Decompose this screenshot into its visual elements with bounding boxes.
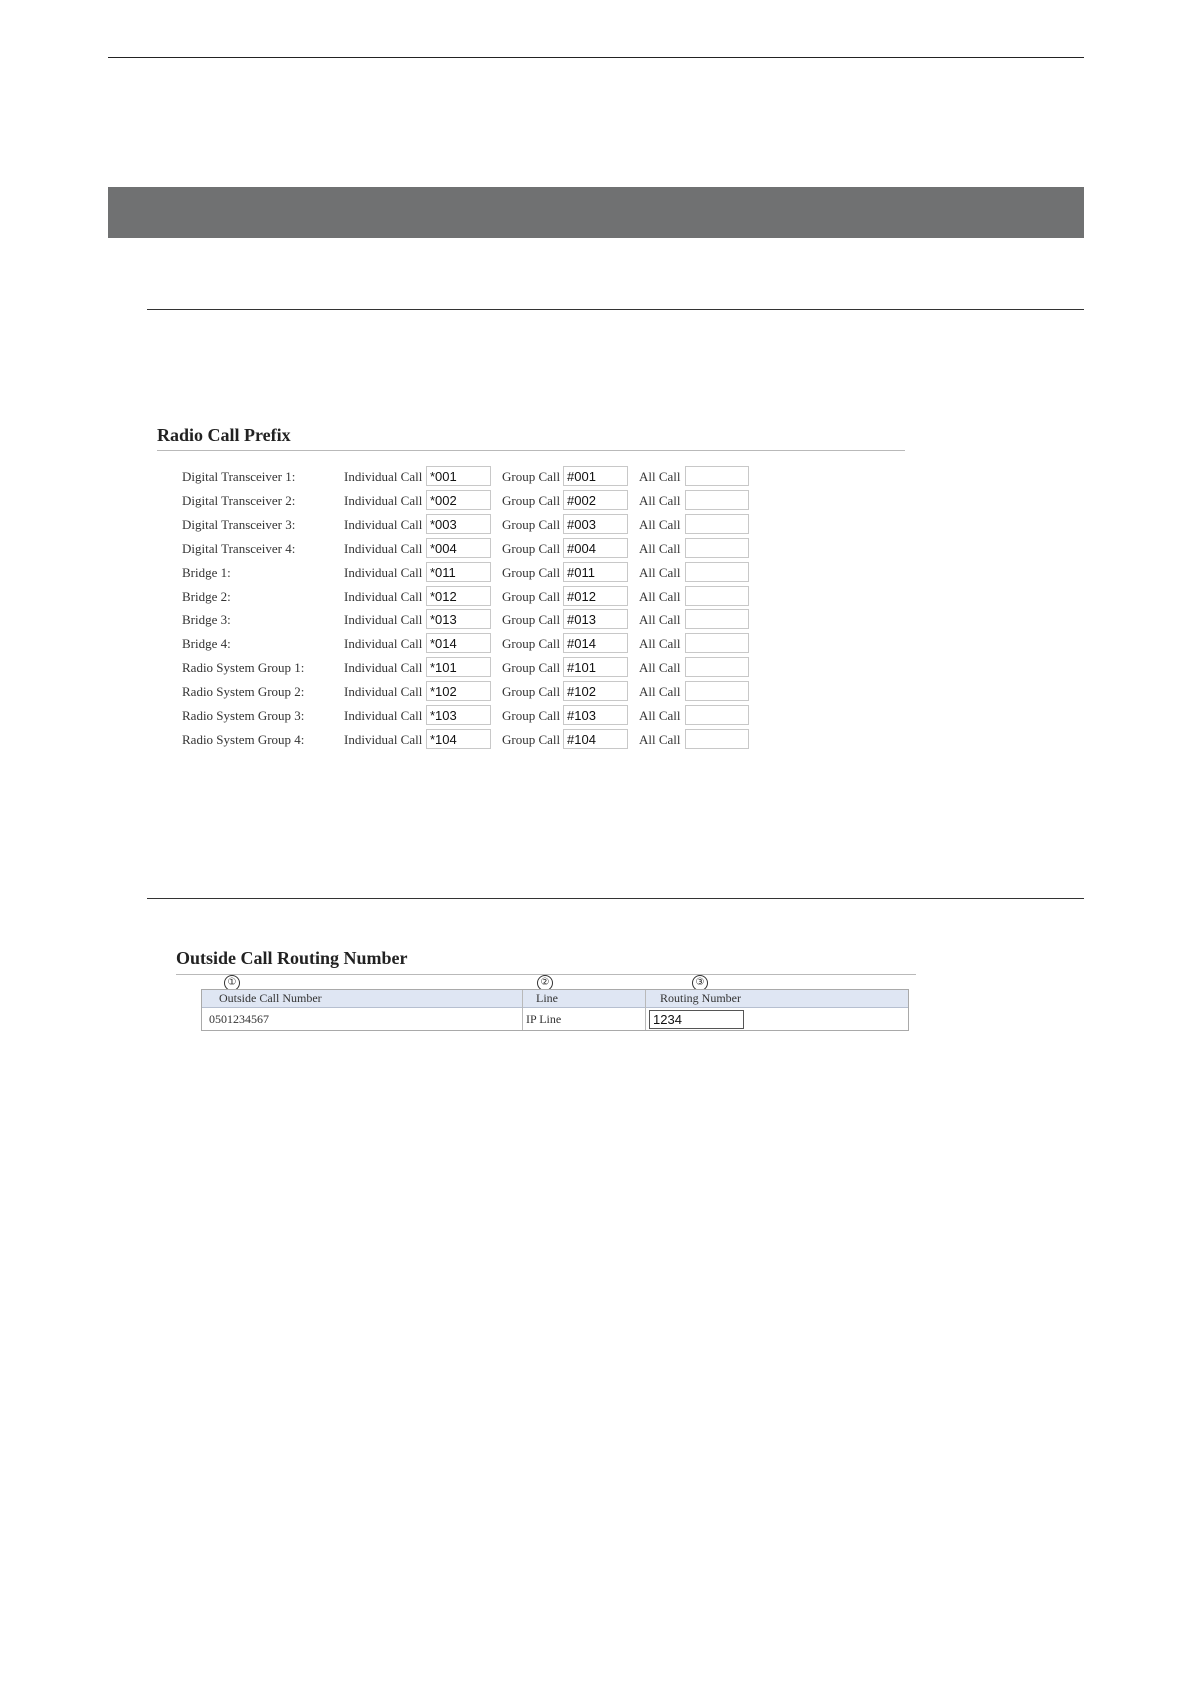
individual-call-label: Individual Call — [344, 612, 423, 627]
all-call-input[interactable] — [685, 490, 749, 510]
subsection-rule — [147, 309, 1084, 310]
group-call-input[interactable]: #101 — [563, 657, 628, 677]
prefix-row-label: Digital Transceiver 4: — [182, 541, 296, 556]
individual-call-input[interactable]: *014 — [426, 633, 491, 653]
prefix-row-label: Bridge 3: — [182, 612, 231, 627]
prefix-row — [0, 633, 800, 655]
group-call-label: Group Call — [502, 636, 561, 651]
prefix-row-label: Bridge 2: — [182, 589, 231, 604]
all-call-input[interactable] — [685, 681, 749, 701]
group-call-input[interactable]: #014 — [563, 633, 628, 653]
callout-2: ② — [537, 975, 553, 991]
prefix-row — [0, 466, 800, 488]
individual-call-label: Individual Call — [344, 708, 423, 723]
prefix-row — [0, 562, 800, 584]
all-call-input[interactable] — [685, 466, 749, 486]
all-call-label: All Call — [639, 493, 681, 508]
all-call-label: All Call — [639, 708, 681, 723]
prefix-row — [0, 609, 800, 631]
group-call-input[interactable]: #004 — [563, 538, 628, 558]
all-call-label: All Call — [639, 684, 681, 699]
all-call-label: All Call — [639, 517, 681, 532]
all-call-label: All Call — [639, 565, 681, 580]
group-call-label: Group Call — [502, 541, 561, 556]
individual-call-label: Individual Call — [344, 493, 423, 508]
all-call-input[interactable] — [685, 586, 749, 606]
routing-number-input[interactable]: 1234 — [649, 1010, 744, 1029]
all-call-input[interactable] — [685, 705, 749, 725]
individual-call-label: Individual Call — [344, 684, 423, 699]
group-call-label: Group Call — [502, 589, 561, 604]
individual-call-label: Individual Call — [344, 469, 423, 484]
column-divider — [522, 990, 523, 1030]
all-call-label: All Call — [639, 660, 681, 675]
prefix-row-label: Digital Transceiver 1: — [182, 469, 296, 484]
all-call-input[interactable] — [685, 633, 749, 653]
table-header-row — [202, 990, 908, 1008]
group-call-label: Group Call — [502, 517, 561, 532]
all-call-label: All Call — [639, 612, 681, 627]
individual-call-label: Individual Call — [344, 589, 423, 604]
all-call-input[interactable] — [685, 729, 749, 749]
individual-call-label: Individual Call — [344, 517, 423, 532]
group-call-input[interactable]: #102 — [563, 681, 628, 701]
prefix-row-label: Radio System Group 2: — [182, 684, 305, 699]
all-call-input[interactable] — [685, 657, 749, 677]
individual-call-label: Individual Call — [344, 660, 423, 675]
prefix-row — [0, 490, 800, 512]
individual-call-label: Individual Call — [344, 732, 423, 747]
all-call-label: All Call — [639, 589, 681, 604]
individual-call-input[interactable]: *003 — [426, 514, 491, 534]
individual-call-input[interactable]: *011 — [426, 562, 491, 582]
group-call-label: Group Call — [502, 708, 561, 723]
group-call-label: Group Call — [502, 684, 561, 699]
prefix-row — [0, 681, 800, 703]
column-header-routing-number: Routing Number — [660, 991, 741, 1005]
panel-title-rule — [157, 450, 905, 451]
radio-call-prefix-title: Radio Call Prefix — [157, 425, 291, 445]
all-call-input[interactable] — [685, 538, 749, 558]
individual-call-input[interactable]: *103 — [426, 705, 491, 725]
all-call-input[interactable] — [685, 562, 749, 582]
individual-call-input[interactable]: *102 — [426, 681, 491, 701]
outside-call-number-value: 0501234567 — [209, 1012, 269, 1026]
callout-3: ③ — [692, 975, 708, 991]
column-divider — [645, 990, 646, 1030]
group-call-input[interactable]: #013 — [563, 609, 628, 629]
group-call-input[interactable]: #002 — [563, 490, 628, 510]
group-call-label: Group Call — [502, 612, 561, 627]
group-call-label: Group Call — [502, 469, 561, 484]
prefix-row — [0, 514, 800, 536]
line-value: IP Line — [526, 1012, 562, 1026]
group-call-input[interactable]: #104 — [563, 729, 628, 749]
callout-1: ① — [224, 975, 240, 991]
group-call-label: Group Call — [502, 565, 561, 580]
individual-call-label: Individual Call — [344, 636, 423, 651]
all-call-label: All Call — [639, 732, 681, 747]
individual-call-label: Individual Call — [344, 541, 423, 556]
individual-call-input[interactable]: *001 — [426, 466, 491, 486]
group-call-input[interactable]: #001 — [563, 466, 628, 486]
top-rule — [108, 57, 1084, 58]
subsection-rule — [147, 898, 1084, 899]
group-call-input[interactable]: #003 — [563, 514, 628, 534]
prefix-row-label: Digital Transceiver 2: — [182, 493, 296, 508]
group-call-label: Group Call — [502, 660, 561, 675]
all-call-label: All Call — [639, 469, 681, 484]
prefix-row — [0, 586, 800, 608]
prefix-row-label: Digital Transceiver 3: — [182, 517, 296, 532]
individual-call-input[interactable]: *013 — [426, 609, 491, 629]
individual-call-input[interactable]: *004 — [426, 538, 491, 558]
outside-call-routing-table — [201, 989, 909, 1031]
group-call-input[interactable]: #103 — [563, 705, 628, 725]
individual-call-input[interactable]: *104 — [426, 729, 491, 749]
section-header-bar — [108, 187, 1084, 238]
prefix-row-label: Radio System Group 1: — [182, 660, 305, 675]
group-call-label: Group Call — [502, 493, 561, 508]
column-header-outside-call-number: Outside Call Number — [219, 991, 322, 1005]
prefix-row — [0, 705, 800, 727]
all-call-label: All Call — [639, 541, 681, 556]
outside-call-routing-title: Outside Call Routing Number — [176, 948, 408, 968]
all-call-input[interactable] — [685, 609, 749, 629]
prefix-row-label: Bridge 1: — [182, 565, 231, 580]
prefix-row — [0, 657, 800, 679]
prefix-row-label: Bridge 4: — [182, 636, 231, 651]
individual-call-input[interactable]: *012 — [426, 586, 491, 606]
prefix-row — [0, 538, 800, 560]
all-call-label: All Call — [639, 636, 681, 651]
all-call-input[interactable] — [685, 514, 749, 534]
individual-call-label: Individual Call — [344, 565, 423, 580]
prefix-row — [0, 729, 800, 751]
group-call-input[interactable]: #012 — [563, 586, 628, 606]
individual-call-input[interactable]: *101 — [426, 657, 491, 677]
column-header-line: Line — [536, 991, 558, 1005]
prefix-row-label: Radio System Group 4: — [182, 732, 305, 747]
group-call-input[interactable]: #011 — [563, 562, 628, 582]
group-call-label: Group Call — [502, 732, 561, 747]
individual-call-input[interactable]: *002 — [426, 490, 491, 510]
prefix-row-label: Radio System Group 3: — [182, 708, 305, 723]
